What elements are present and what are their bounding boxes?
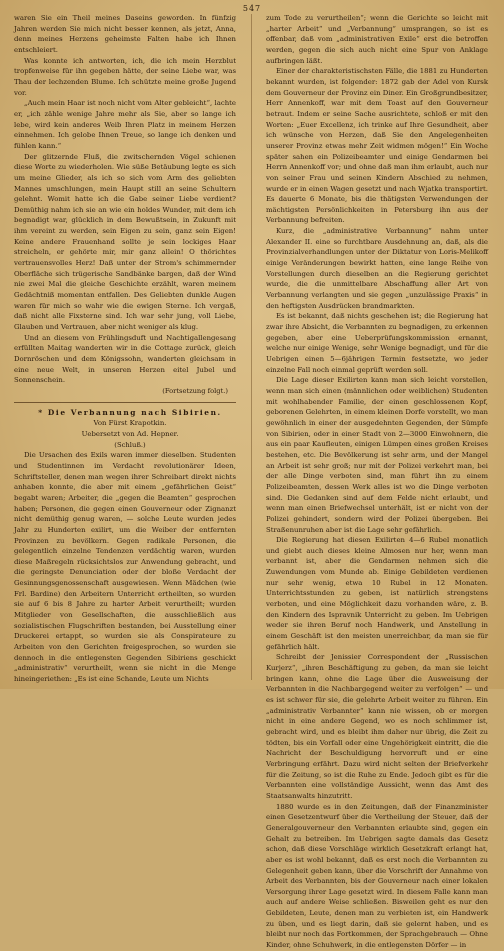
story-paragraph: Was konnte ich antworten, ich, die ich mein Herzblut tropfenweise für ihn gegeben hätte, der seine Liebe war, was Thau der lechzenden Blume. Ich schützte meine große Jugend vor. [14,56,236,97]
article-paragraph: Schreibt der Jenissier Correspondent der „Russischen Kurjerz“, „ihren Beschäftigung zu geben, da man sie leicht bringen kann, ohne die Lage über die Ausweisung der Verbannten in die Nachbargegend weiter zu verfolgen“ — und es ist schwer für sie, die gelehrte Arbeit weiter zu führen. Ein „administrativ Verbannter“ kann nie wissen, ob er morgen nicht in eine andere Gegend, wo es noch schlimmer ist, gebracht wird, und es bleibt ihm daher nur übrig, die Zeit zu tödten, bis ein Vorfall oder eine Ungehörigkeit eintritt, die die Nachricht der Beschuldigung hervorruft und er eine Verbringung erfährt. Dazu wird nicht selten der Briefverkehr für die Zeitung, so ist die Ruhe zu Ende. Jedoch gibt es für die Verbannten eine vollständige Aussicht, wenn das Amt des Staatsanwalts hinzutritt. [266,653,488,800]
section-divider [14,402,236,403]
article-author: Von Fürst Krapotkin. [93,419,167,428]
story-paragraph: waren Sie ein Theil meines Daseins geworden. In fünfzig Jahren werden Sie mich nicht besser kennen, als jetzt, Anna, denn meines Herzens geheimste Falten habe ich Ihnen entschleiert. [14,14,236,54]
article-paragraph: Es ist bekannt, daß nichts geschehen ist; die Regierung hat zwar ihre Absicht, die Verbannten zu begnadigen, zu erkennen gegeben, aber eine Ueberprüfungskommission ernannt, welche nur einige Wenige, sehr Wenige begnadigt, und für die Uebrigen einen 5—6jährigen Termin festsetzte, wo jeder einzelne Fall noch einmal geprüft werden soll. [266,312,488,374]
article-paragraph: Kurz, die „administrative Verbannung“ nahm unter Alexander II. eine so furchtbare Ausdehnung an, daß, als die Provinzialverhandlungen unter der Diktatur von Loris-Melikoff einige Veränderungen bewirkt hatten, eine lange Reihe von Vorstellungen durch dieselben an die Regierung gerichtet wurde, die die unmittelbare Abschaffung aller Art von Verbannung verlangten und sie gegen „unzulässige Praxis“ in den heftigsten Ausdrücken brandmarkten. [266,227,488,310]
article-translator: Uebersetzt von Ad. Hepner. [81,429,179,438]
article-paragraph: Einer der charakteristischsten Fälle, die 1881 zu Hunderten bekannt wurden, ist folgender: 1872 gab der Adel von Kursk dem Gouverneur der Provinz ein Diner. Ein Großgrundbesitzer, Herr Annenkoff, war mit dem Toast auf den Gouverneur betraut. Indem er seine Sache ausrichtete, schloß er mit den Worten: „Euer Excellenz, ich trinke auf Ihre Gesundheit, aber ich wünsche von Herzen, daß Sie den Angelegenheiten unserer Provinz etwas mehr Zeit widmen mögen!“ Ein Woche später sahen ein Polizeibeamter und einige Gendarmen bei Herrn Annenkoff vor; und ohne daß man ihm erlaubt, auch nur von seiner Frau und seinen Kindern Abschied zu nehmen, wurde er in einen Wagen gesetzt und nach Wjatka transportirt. Es dauerte 6 Monate, bis die thätigsten Verwendungen der mächtigsten Persönlichkeiten in Petersburg ihn aus der Verbannung befreiten. [266,67,488,225]
right-column [266,13,488,950]
continuation-note: (Fortsetzung folgt.) [162,386,228,395]
story-paragraph: Der glitzernde Fluß, die zwitschernden Vögel schienen diese Worte zu wiederholen. Wie süße Betäubung legte es sich um meine Glieder, als ich so sich vom Arm des geliebten Mannes umschlungen, mein Haupt still an seine Schultern gelehnt. Womit hatte ich die Gabe seiner Liebe verdient? Demüthig nahm ich sie an wie ein holdes Wunder, mit dem ich begnadigt war, glücklich in dem Bewußtsein, in Zukunft mit ihm vereint zu werden, sein Eigen zu sein, ganz sein Eigen! Keine andere Frauenhand sollte je sein lockiges Haar streicheln, er gehörte mir, mir ganz allein! O thörichtes vertrauensvolles Herz! Daß unter der Strom's schimmernder Oberfläche sich trügerische Sandbänke bargen, daß der Wind nie zwei Mal die gleiche Geschichte erzählt, waren meinem Gedächtniß momentan entfallen. Des Geliebten dunkle Augen waren für mich so wahr wie die ewigen Sterne. Ich vergaß, daß nicht alle Fixsterne sind. Ich war sehr jung, voll Liebe, Glauben und Vertrauen, aber nicht weniger als klug. [14,152,236,332]
left-column [14,13,236,684]
story-section [14,13,236,397]
article-paragraph: Die Regierung hat diesen Exilirten 4—6 Rubel monatlich und giebt auch dieses kleine Almosen nur her, wenn man verbannt ist, aber die Gendarmen nehmen sich die Zuwendungen vom Munde ab. Einige Gebildeten verdienen nur sehr wenig, etwa 10 Rubel in 12 Monaten. Unterrichtsstunden zu geben, ist natürlich strengstens verboten, und eine Möglichkeit dazu vorhanden wäre, z. B. den Kindern des Ispravnik Unterricht zu geben. Im Uebrigen weder sie ihren Beruf noch Handwerk, und Anstellung in einem Geschäft ist den meisten unerreichbar, da man sie für gefährlich hält. [266,536,488,651]
column-rule [251,14,252,680]
article-continued-label: (Schluß.) [114,440,146,449]
article-paragraph: 1880 wurde es in den Zeitungen, daß der Finanzminister einen Gesetzentwurf über die Vertheilung der Steuer, daß der Generalgouverneur den Verbannten erlaubte sind, gegen ein Gehalt zu betreiben. Im Uebrigen sagte damals das Gesetz schon, daß diese Vorschläge wirklich Gesetzkraft erlangt hat, aber es ist wohl bekannt, daß es erst noch die Verbannten zu Gelegenheit geben kann, über die Vorschrift der Annahme von Arbeit des Verbannten, bis der Gouverneur nach einer lokalen Versorgung ihrer Lage gesetzt wird. In diesem Falle kann man auch auf andere Weise schließen. Bisweilen geht es nur den Gebildeten, Leute, denen man zu verbieten ist, ein Handwerk zu üben, und es liegt darin, daß sie gelernt haben, und es bleibt nur noch das Fortkommen, der Sprachgebrauch — Ohne Kinder, ohne Schuhwerk, in die entlegensten Dörfer — in [266,802,488,950]
article-section [14,408,236,685]
story-paragraph: „Auch mein Haar ist noch nicht vom Alter gebleicht“, lachte er, „ich zähle wenige Jahre mehr als Sie, aber so lange ich lebe, wird kein anderes Weib Ihren Platz in meinem Herzen einnehmen. Ich gelobe Ihnen Treue, so lange ich denken und fühlen kann.“ [14,99,236,150]
article-paragraph: Die Ursachen des Exils waren immer dieselben. Studenten und Studentinnen im Verdacht revolutionärer Ideen, Schriftsteller, denen man wegen ihrer Schreibart direkt nichts anhaben konnte, die aber mit einem „gefährlichen Geist“ begabt waren; Arbeiter, die „gegen die Beamten“ gesprochen haben; Personen, die gegen einen Gouverneur oder Zignanzt nicht demüthig genug waren, — solche Leute wurden jedes Jahr zu Hunderten exilirt, um die Weiber der entfernten Provinzen zu bevölkern. Gegen radikale Personen, die gelegentlich einzelne Tendenzen verdächtig waren, wurden diese Maßregeln rücksichtslos zur Anwendung gebracht, und die geringste Denunciation oder der bloße Verdacht der Gesinnungsgenossenschaft ausgewiesen. Wenn Mädchen (wie Frl. Bardine) den Arbeitern Unterricht ertheilten, so wurden sie auf 6 bis 8 Jahre zu harter Arbeit verurtheilt; wurden Mitglieder von Gesellschaften, die ausschließlich aus sozialistischen Flugschriften bestanden, bei Ausstellung einer Druckerei ertappt, so wurden sie als Conspirateure zu Arbeiten von den Gerichten freigesprochen, so wurden sie dennoch in die entlegensten Gegenden Sibiriens geschickt „administrativ“ verurtheilt, wenn sie nicht in die Menge hineingeriethen: „Es ist eine Schande, Leute um Nichts [14,451,236,684]
story-paragraph: Und an diesem von Frühlingsduft und Nachtigallengesang erfüllten Maitag wanderten wir in die Cottage zurück, gleich Dornröschen und dem Königssohn, wanderten gleichsam in eine neue Welt, in unseren Herzen eitel Jubel und Sonnenschein. [14,333,236,385]
page-number: 547 [242,4,262,13]
article-paragraph: zum Tode zu verurtheilen“; wenn die Gerichte so leicht mit „harter Arbeit“ und „Verbannung“ umsprangen, so ist es offenbar, daß vom „administrativen Exile“ erst die betroffen werden, gegen die sich auch nicht eine Spur von Anklage aufbringen läßt. [266,14,488,65]
article-paragraph: Die Lage dieser Exilirten kann man sich leicht vorstellen, wenn man sich einen (männlichen oder weiblichen) Studenten mit wohlhabender Familie, der einen geschlossenen Kopf, geborenen Gelehrten, in einem kleinen Dorfe vorstellt, wo man gewöhnlich in einer der ausgedehnten Gegenden, der Sümpfe von Sibirien, oder in einer Stadt von 2—3000 Einwohnern, die aus ein paar Kaufleuten, einigen Lümpen eines großen Kreises bestehen, etc. Die Bevölkerung ist sehr arm, und der Mangel an Arbeit ist sehr groß; nur mit der Polizei verkehrt man, bei der alle Dinge verboten sind, man führt ihn zu einem Polizeibeamten, dessen Werk alles ist wo die Dinge verboten sind. Die Gedanken sind auf dem Felde nicht erlaubt, und wenn man einen Briefwechsel unterhält, ist er nicht von der Polizei gehindert, sondern wird der Polizei übergeben. Bei Straßenunruhen aber ist die Lage sehr gefährlich. [266,376,488,534]
article-title: * Die Verbannung nach Sibirien. [38,407,222,417]
